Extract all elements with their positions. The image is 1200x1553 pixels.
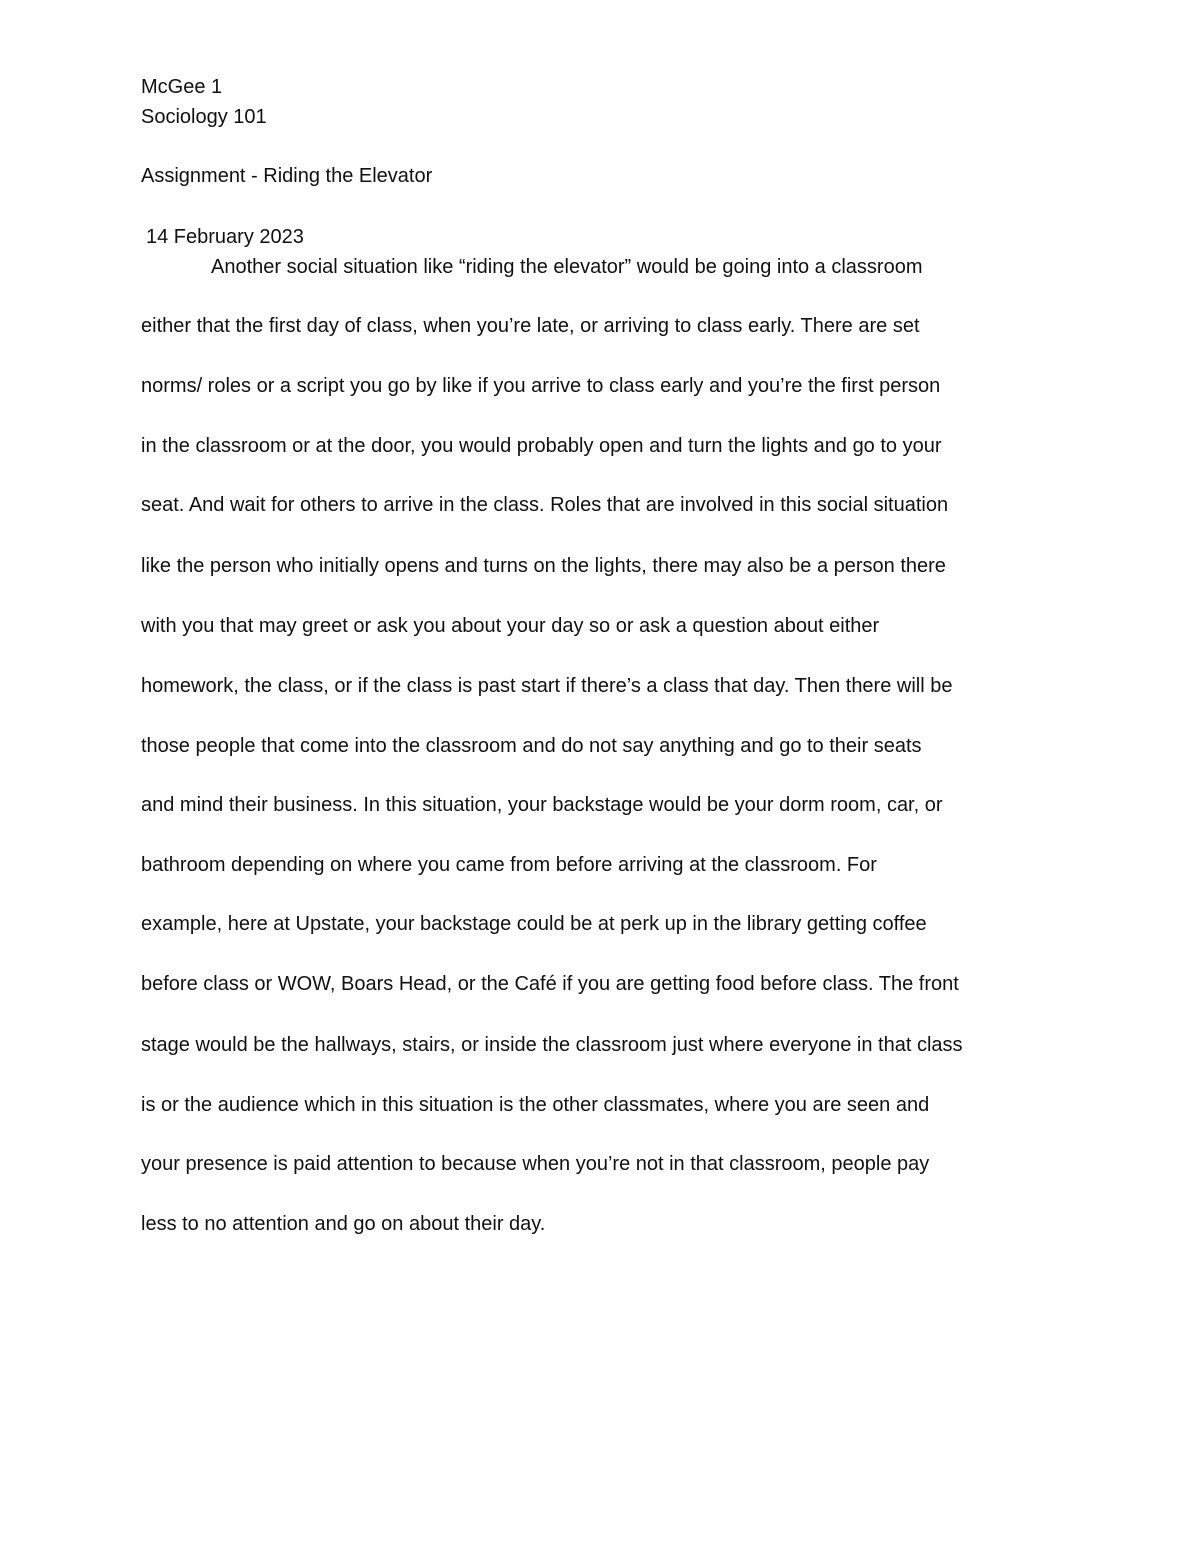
body-line: your presence is paid attention to because when you’re not in that classroom, people pay — [141, 1153, 930, 1175]
body-line: either that the first day of class, when you’re late, or arriving to class early. There are set — [141, 315, 920, 337]
body-line: Another social situation like “riding the elevator” would be going into a classroom — [211, 256, 923, 278]
body-line: before class or WOW, Boars Head, or the Café if you are getting food before class. The front — [141, 973, 959, 995]
body-line: norms/ roles or a script you go by like if you arrive to class early and you’re the first person — [141, 375, 941, 397]
body-line: example, here at Upstate, your backstage could be at perk up in the library getting coffee — [141, 913, 927, 935]
header-assignment-title: Assignment - Riding the Elevator — [141, 165, 433, 187]
body-line: those people that come into the classroom and do not say anything and go to their seats — [141, 735, 922, 757]
body-line: less to no attention and go on about their day. — [141, 1213, 546, 1235]
body-line: is or the audience which in this situation is the other classmates, where you are seen and — [141, 1094, 930, 1116]
body-line: seat. And wait for others to arrive in the class. Roles that are involved in this social situation — [141, 494, 949, 516]
body-line: stage would be the hallways, stairs, or inside the classroom just where everyone in that class — [141, 1034, 963, 1056]
header-name-page: McGee 1 — [141, 76, 223, 98]
body-line: in the classroom or at the door, you would probably open and turn the lights and go to your — [141, 435, 942, 457]
header-course: Sociology 101 — [141, 106, 267, 128]
header-date: 14 February 2023 — [146, 226, 304, 248]
body-line: homework, the class, or if the class is past start if there’s a class that day. Then there will be — [141, 675, 953, 697]
body-line: and mind their business. In this situation, your backstage would be your dorm room, car, or — [141, 794, 943, 816]
body-line: bathroom depending on where you came from before arriving at the classroom. For — [141, 854, 877, 876]
body-line: like the person who initially opens and turns on the lights, there may also be a person there — [141, 555, 946, 577]
body-line: with you that may greet or ask you about your day so or ask a question about either — [141, 615, 880, 637]
